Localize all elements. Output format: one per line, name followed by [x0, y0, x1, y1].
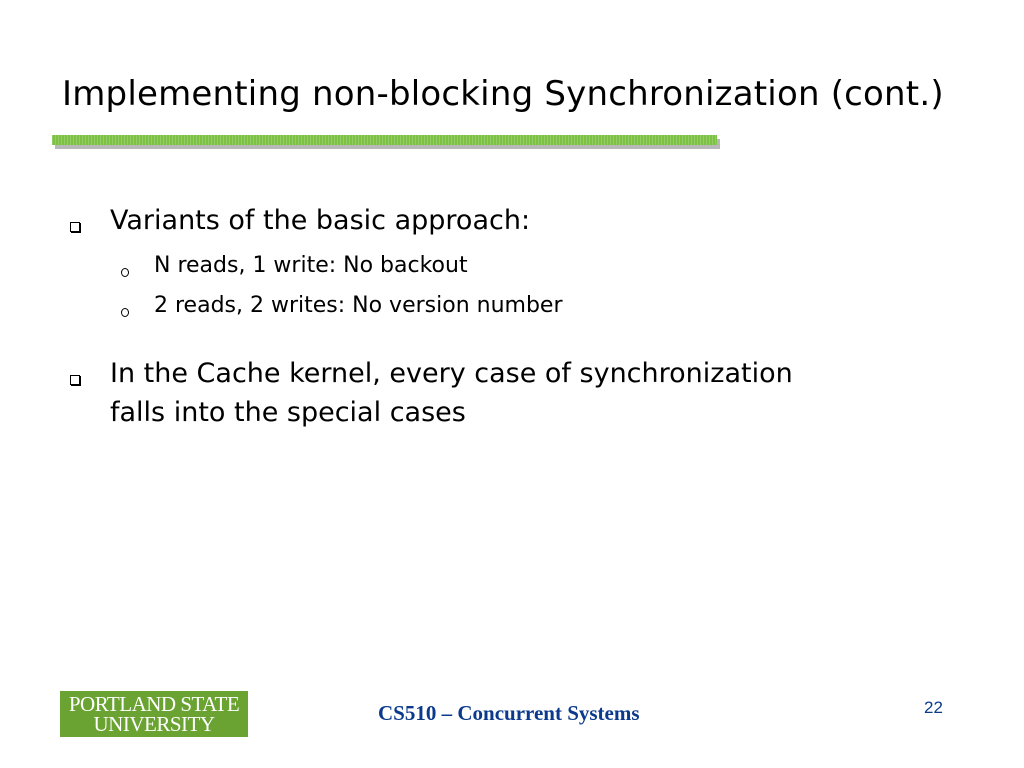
logo-line-2: UNIVERSITY: [93, 712, 215, 736]
sub-bullet-text: 2 reads, 2 writes: No version number: [154, 293, 563, 318]
university-logo: [60, 691, 248, 737]
slide-title: Implementing non-blocking Synchronization (cont.): [62, 74, 944, 114]
square-bullet-icon: [70, 222, 80, 232]
bullet-text-continuation: falls into the special cases: [110, 397, 466, 428]
bullet-text: In the Cache kernel, every case of synchronization: [110, 358, 793, 389]
bullet-text: Variants of the basic approach:: [110, 205, 531, 236]
logo-line-1: PORTLAND STATE: [68, 692, 240, 716]
circle-bullet-icon: [121, 308, 129, 317]
circle-bullet-icon: [121, 268, 129, 277]
sub-bullet-text: N reads, 1 write: No backout: [154, 253, 468, 278]
square-bullet-icon: [70, 375, 80, 385]
course-footer: CS510 – Concurrent Systems: [378, 701, 640, 725]
page-number: 22: [924, 698, 943, 717]
